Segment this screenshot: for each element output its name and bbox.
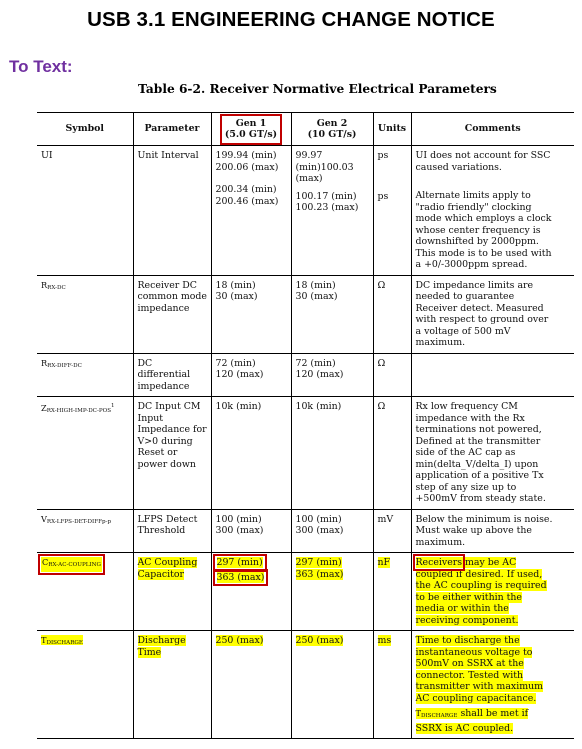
cell-gen2: [291, 631, 373, 739]
cell-symbol: [37, 553, 133, 631]
comment-text: instantaneous voltage to: [415, 646, 533, 658]
units-text: mV: [377, 513, 394, 525]
value-text: 300 (max): [295, 525, 344, 536]
comment-text: Must wake up above the: [415, 525, 532, 536]
comment-text: with respect to ground over: [415, 314, 549, 325]
cell-gen1: [211, 397, 291, 510]
units-text: ms: [377, 635, 392, 646]
symbol-ui: UI: [41, 150, 53, 161]
units-text: Ω: [377, 357, 386, 369]
comment-text: may be AC: [462, 557, 517, 568]
comment-text: transmitter with maximum: [415, 681, 544, 692]
comment-text: caused variations.: [415, 161, 502, 173]
parameter-text: AC Coupling: [137, 557, 198, 568]
value-text: 10k (min): [295, 401, 342, 412]
cell-parameter: [133, 553, 211, 631]
parameter-text: DC Input CM: [137, 401, 201, 412]
comment-text: downshifted by 2000ppm.: [415, 236, 539, 247]
value-text: 300 (max): [215, 525, 264, 536]
units-text: Ω: [377, 401, 386, 412]
value-text: 250 (max): [215, 635, 264, 646]
comment-text: Below the minimum is noise.: [415, 513, 553, 525]
cell-gen2: [291, 397, 373, 510]
value-text: (max): [295, 173, 323, 184]
value-text: 250 (max): [295, 635, 344, 646]
value-text: 363 (max): [216, 571, 265, 583]
cell-gen1: [211, 509, 291, 553]
table-row: [37, 397, 574, 510]
value-text: (min)100.03: [295, 161, 354, 173]
symbol-vrx-lfps: VRX-LFPS-DET-DIFFp-p: [41, 513, 112, 525]
comment-text: Rx low frequency CM: [415, 401, 518, 412]
table-title: Table 6-2. Receiver Normative Electrical Parameters: [138, 82, 497, 96]
value-text: 200.46 (max): [215, 195, 279, 207]
comment-text: to be either within the: [415, 591, 522, 603]
header-gen2-line2: (10 GT/s): [307, 129, 357, 140]
cell-units: [373, 631, 411, 739]
value-text: 100 (min): [215, 513, 262, 525]
comment-text: media or within the: [415, 603, 509, 614]
header-units: Units: [373, 113, 411, 146]
receiver-parameters-table: [37, 112, 574, 739]
units-text: Ω: [377, 279, 386, 291]
parameter-text: LFPS Detect: [137, 513, 198, 525]
table-row: [37, 353, 574, 397]
value-text: 199.94 (min): [215, 150, 277, 161]
comment-text: "radio friendly" clocking: [415, 201, 532, 213]
value-text: 30 (max): [295, 291, 338, 302]
parameter-text: power down: [137, 458, 196, 470]
table-row: [37, 631, 574, 739]
parameter-text: impedance: [137, 380, 190, 392]
cell-gen2: [291, 553, 373, 631]
parameter-text: Threshold: [137, 525, 186, 536]
comment-text: min(delta_V/delta_I) upon: [415, 458, 539, 470]
comment-text: This mode is to be used with: [415, 247, 552, 259]
table-row: [37, 275, 574, 353]
parameter-text: impedance: [137, 302, 190, 314]
cell-symbol: [37, 146, 133, 276]
comment-text: Alternate limits apply to: [415, 190, 531, 201]
comment-text: impedance with the Rx: [415, 412, 525, 424]
comment-text: side of the AC cap as: [415, 447, 516, 458]
table-row: [37, 509, 574, 553]
header-parameter: Parameter: [133, 113, 211, 146]
symbol-tdischarge: TDISCHARGE: [41, 635, 83, 646]
value-text: 200.34 (min): [215, 184, 277, 195]
value-text: 120 (max): [215, 369, 264, 380]
cell-gen1: [211, 553, 291, 631]
parameter-text: Receiver DC: [137, 279, 197, 291]
cell-parameter: [133, 353, 211, 397]
cell-comment: [411, 631, 574, 739]
cell-parameter: [133, 275, 211, 353]
cell-comment: [411, 146, 574, 276]
cell-gen1: [211, 353, 291, 397]
symbol-zrx-high-imp: ZRX-HIGH-IMP-DC-POS$^1$: [41, 403, 115, 414]
cell-symbol: [37, 631, 133, 739]
cell-gen1: [211, 631, 291, 739]
cell-comment: [411, 553, 574, 631]
cell-units: [373, 553, 411, 631]
comment-text: Time to discharge the: [415, 635, 520, 646]
parameter-text: Input: [137, 412, 164, 424]
value-text: 100.17 (min): [295, 190, 357, 202]
cell-units: [373, 509, 411, 553]
document-title: USB 3.1 ENGINEERING CHANGE NOTICE: [87, 8, 495, 31]
header-gen1-line1: Gen 1: [235, 117, 267, 129]
units-text: nF: [377, 557, 391, 568]
cell-gen2: [291, 275, 373, 353]
cell-symbol: [37, 397, 133, 510]
comment-text: maximum.: [415, 536, 466, 548]
table-row: [37, 553, 574, 631]
cell-comment: [411, 275, 574, 353]
symbol-rrx-diff-dc: RRX-DIFF-DC: [41, 357, 82, 369]
comment-text: 500mV on SSRX at the: [415, 658, 524, 669]
cell-comment: [411, 509, 574, 553]
value-text: 30 (max): [215, 291, 258, 302]
comment-text: connector. Tested with: [415, 669, 524, 681]
comment-text: whose center frequency is: [415, 224, 541, 236]
comment-text: Receiver detect. Measured: [415, 302, 544, 314]
value-text: 99.97: [295, 150, 323, 161]
comment-text: AC coupling capacitance.: [415, 692, 537, 704]
comment-text: TDISCHARGE shall be met if: [415, 708, 529, 719]
cell-comment: [411, 397, 574, 510]
value-text: 100.23 (max): [295, 202, 359, 213]
parameter-text: Time: [137, 646, 162, 658]
cell-gen2: [291, 353, 373, 397]
header-gen2: [291, 113, 373, 146]
comment-text: mode which employs a clock: [415, 213, 552, 224]
comment-text: maximum.: [415, 337, 466, 348]
comment-text: step of any size up to: [415, 481, 517, 493]
parameter-text: V>0 during: [137, 435, 193, 447]
parameter-text: common mode: [137, 291, 207, 302]
value-text: 100 (min): [295, 513, 342, 525]
value-text: 10k (min): [215, 401, 262, 412]
value-text: 297 (min): [295, 557, 342, 568]
cell-units: [373, 353, 411, 397]
cell-gen1: [211, 146, 291, 276]
parameter-text: Impedance for: [137, 424, 207, 435]
symbol-rrx-dc: RRX-DC: [41, 279, 66, 291]
comment-text: the AC coupling is required: [415, 580, 547, 591]
comment-text: DC impedance limits are: [415, 279, 534, 291]
cell-units: [373, 146, 411, 276]
parameter-text: Capacitor: [137, 568, 184, 580]
cell-gen1: [211, 275, 291, 353]
cell-parameter: [133, 631, 211, 739]
value-text: 200.06 (max): [215, 161, 279, 173]
parameter-ui: Unit Interval: [137, 150, 199, 161]
cell-parameter: [133, 397, 211, 510]
comment-text: UI does not account for SSC: [415, 150, 551, 161]
comment-text: Defined at the transmitter: [415, 435, 541, 447]
comment-text: application of a positive Tx: [415, 470, 544, 481]
table-row: [37, 146, 574, 276]
comment-text: receiving component.: [415, 614, 519, 626]
header-gen2-line1: Gen 2: [316, 117, 348, 129]
to-text-label: To Text:: [9, 57, 73, 76]
cell-gen2: [291, 146, 373, 276]
value-text: 363 (max): [295, 568, 344, 580]
header-comments: Comments: [411, 113, 574, 146]
value-text: 18 (min): [295, 279, 336, 291]
units-text: ps: [377, 190, 389, 202]
value-text: 297 (min): [216, 557, 263, 568]
units-text: ps: [377, 150, 389, 161]
table-header-row: [37, 113, 574, 146]
parameter-text: Reset or: [137, 447, 178, 458]
cell-symbol: [37, 509, 133, 553]
comment-text: SSRX is AC coupled.: [415, 722, 514, 734]
comment-text: terminations not powered,: [415, 424, 542, 435]
cell-symbol: [37, 353, 133, 397]
cell-comment: [411, 353, 574, 397]
symbol-crx-ac-coupling: CRX-AC-COUPLING: [41, 557, 102, 572]
header-gen1: [211, 113, 291, 146]
value-text: 18 (min): [215, 279, 256, 291]
comment-text: +500mV from steady state.: [415, 493, 546, 504]
comment-text: coupled if desired. If used,: [415, 568, 543, 580]
value-text: 72 (min): [295, 357, 336, 369]
cell-units: [373, 397, 411, 510]
comment-text: needed to guarantee: [415, 291, 515, 302]
parameter-text: Discharge: [137, 635, 186, 646]
comment-text: a voltage of 500 mV: [415, 325, 511, 337]
cell-symbol: [37, 275, 133, 353]
value-text: 120 (max): [295, 369, 344, 380]
cell-parameter: [133, 146, 211, 276]
comment-text: Receivers: [415, 557, 463, 568]
value-text: 72 (min): [215, 357, 256, 369]
cell-units: [373, 275, 411, 353]
header-gen1-line2: (5.0 GT/s): [224, 129, 278, 140]
header-symbol: Symbol: [37, 113, 133, 146]
cell-parameter: [133, 509, 211, 553]
cell-gen2: [291, 509, 373, 553]
parameter-text: DC differential: [137, 357, 191, 380]
comment-text: a +0/-3000ppm spread.: [415, 259, 528, 270]
